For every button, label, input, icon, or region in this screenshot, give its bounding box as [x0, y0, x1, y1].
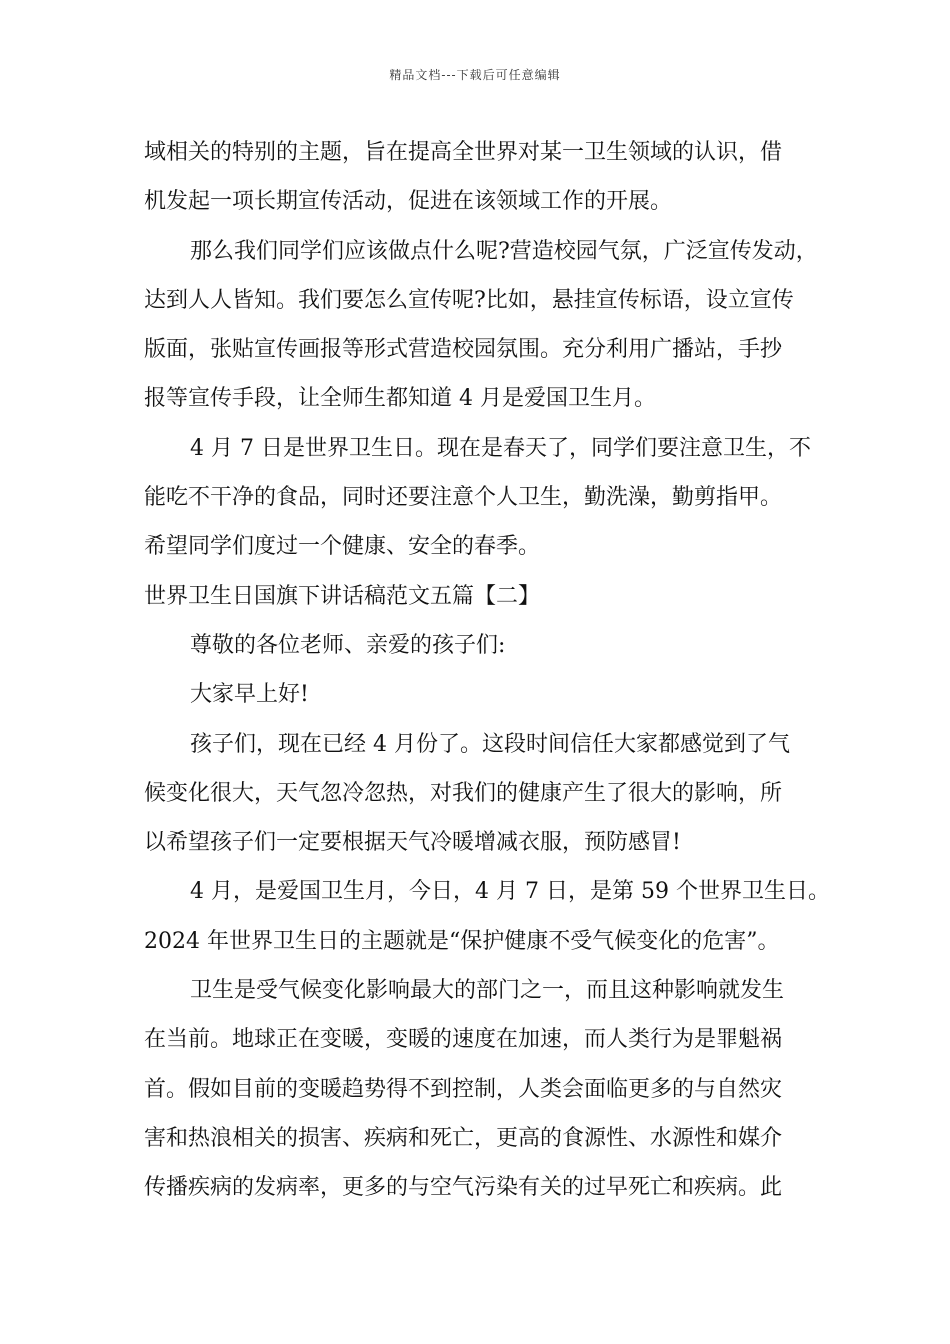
text-line: 能吃不干净的食品，同时还要注意个人卫生，勤洗澡，勤剪指甲。	[144, 485, 783, 511]
text-line: 孩子们，现在已经 4 月份了。这段时间信任大家都感觉到了气	[190, 731, 790, 757]
section-heading: 世界卫生日国旗下讲话稿范文五篇【二】	[144, 583, 541, 609]
text-line: 以希望孩子们一定要根据天气冷暖增减衣服，预防感冒!	[144, 830, 681, 856]
text-line: 机发起一项长期宣传活动，促进在该领域工作的开展。	[144, 189, 673, 215]
text-line: 在当前。地球正在变暖，变暖的速度在加速，而人类行为是罪魁祸	[144, 1027, 783, 1053]
text-line: 大家早上好!	[190, 682, 309, 708]
text-line: 2024 年世界卫生日的主题就是“保护健康不受气候变化的危害”。	[144, 928, 780, 954]
text-line: 候变化很大，天气忽冷忽热，对我们的健康产生了很大的影响，所	[144, 780, 783, 806]
text-line: 域相关的特别的主题，旨在提高全世界对某一卫生领域的认识，借	[144, 140, 783, 165]
text-line: 首。假如目前的变暖趋势得不到控制，人类会面临更多的与自然灾	[144, 1076, 783, 1102]
text-line: 那么我们同学们应该做点什么呢?营造校园气氛，广泛宣传发动，	[190, 238, 818, 264]
text-line: 传播疾病的发病率，更多的与空气污染有关的过早死亡和疾病。此	[144, 1175, 783, 1201]
text-line: 卫生是受气候变化影响最大的部门之一，而且这种影响就发生	[190, 978, 785, 1004]
text-line: 害和热浪相关的损害、疾病和死亡，更高的食源性、水源性和媒介	[144, 1125, 783, 1151]
text-line: 希望同学们度过一个健康、安全的春季。	[144, 534, 541, 560]
text-line: 尊敬的各位老师、亲爱的孩子们:	[190, 632, 506, 658]
text-line: 4 月 7 日是世界卫生日。现在是春天了，同学们要注意卫生，不	[190, 435, 811, 461]
text-line: 4 月，是爱国卫生月，今日，4 月 7 日，是第 59 个世界卫生日。	[190, 879, 830, 905]
text-line: 报等宣传手段，让全师生都知道 4 月是爱国卫生月。	[144, 386, 656, 412]
text-line: 达到人人皆知。我们要怎么宣传呢?比如，悬挂宣传标语，设立宣传	[144, 287, 794, 313]
text-line: 版面，张贴宣传画报等形式营造校园氛围。充分利用广播站，手抄	[144, 337, 783, 363]
page-header: 精品文档---下载后可任意编辑	[389, 68, 561, 82]
document-body	[144, 128, 834, 1213]
